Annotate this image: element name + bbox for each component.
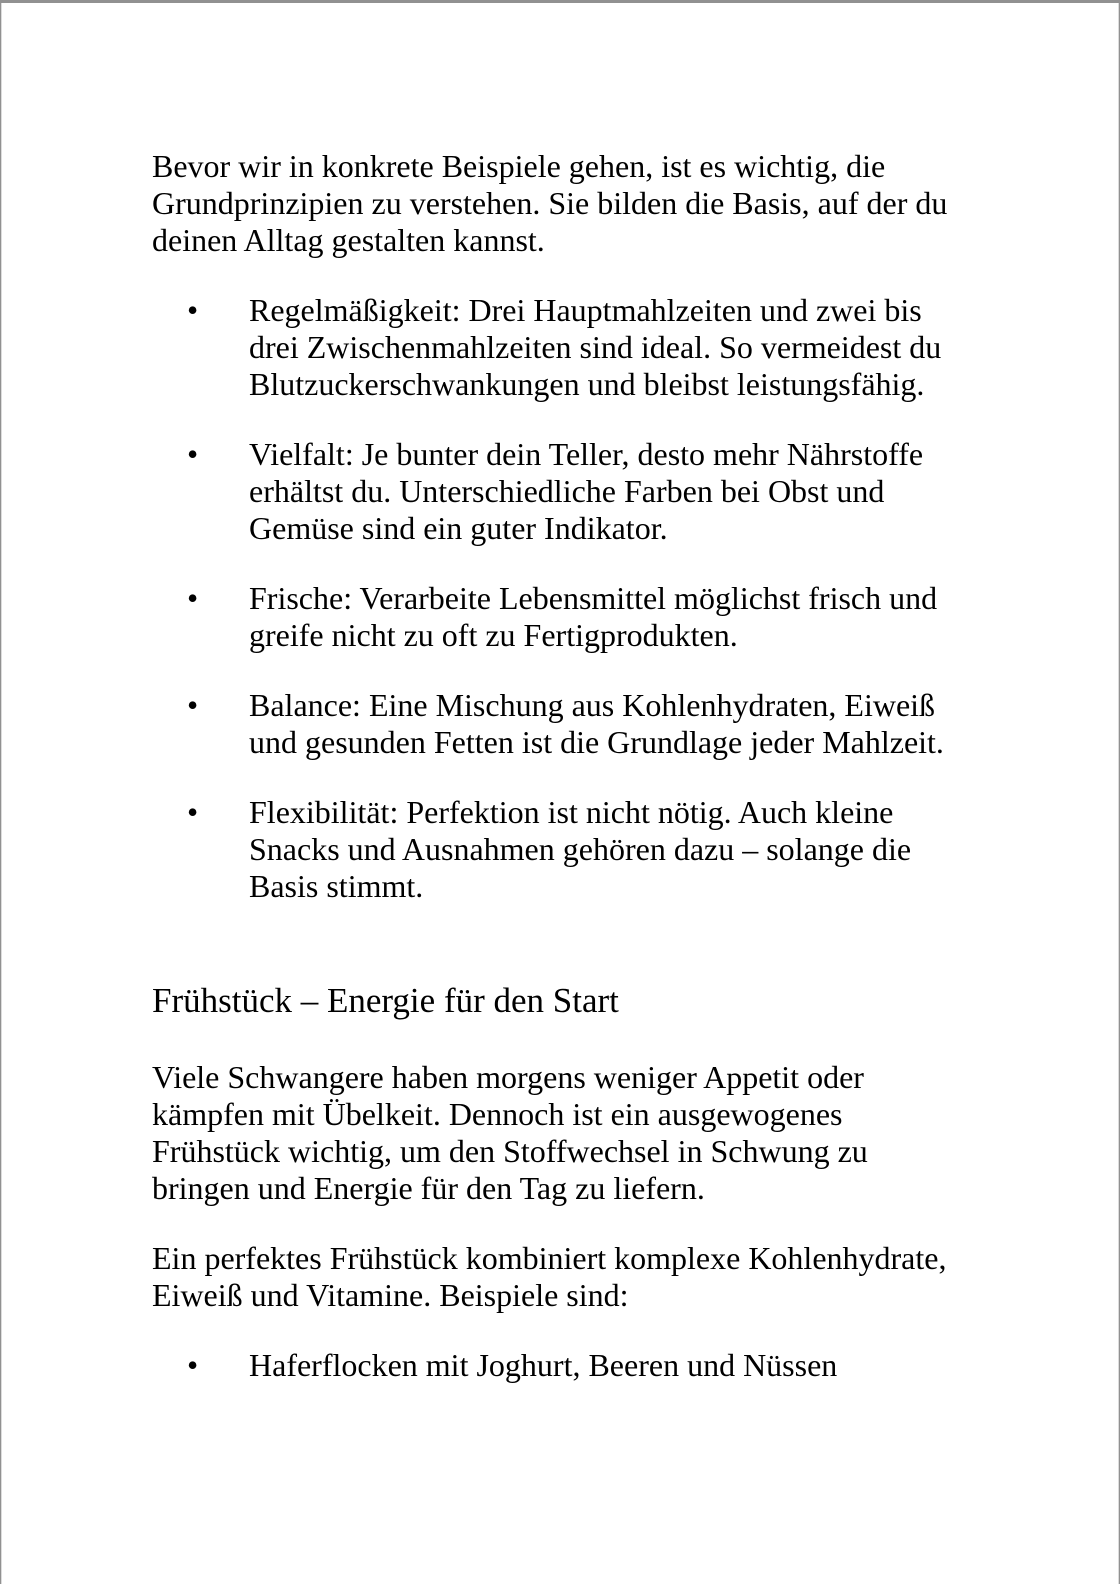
list-item bbox=[152, 580, 952, 654]
breakfast-examples-list bbox=[152, 1347, 952, 1384]
list-item-text: Vielfalt: Je bunter dein Teller, desto mehr Nährstoffe erhältst du. Unterschiedliche Farben bei Obst und Gemüse sind ein guter Indikator. bbox=[249, 436, 924, 546]
list-item-text: Flexibilität: Perfektion ist nicht nötig. Auch kleine Snacks und Ausnahmen gehören dazu – solange die Basis stimmt. bbox=[249, 794, 912, 904]
list-item-text: Regelmäßigkeit: Drei Hauptmahlzeiten und zwei bis drei Zwischenmahlzeiten sind ideal. So vermeidest du Blutzuckerschwankungen und bleibst leistungsfähig. bbox=[249, 292, 942, 402]
bullet-icon: • bbox=[187, 1347, 199, 1383]
document-page bbox=[1, 3, 1119, 1584]
list-item bbox=[152, 794, 952, 905]
list-item bbox=[152, 1347, 952, 1384]
bullet-icon: • bbox=[187, 580, 199, 616]
breakfast-paragraph-2: Ein perfektes Frühstück kombiniert komplexe Kohlenhydrate, Eiweiß und Vitamine. Beispiele sind: bbox=[152, 1240, 947, 1313]
list-item-text: Frische: Verarbeite Lebensmittel möglichst frisch und greife nicht zu oft zu Fertigprodukten. bbox=[249, 580, 938, 653]
breakfast-paragraph-1: Viele Schwangere haben morgens weniger Appetit oder kämpfen mit Übelkeit. Dennoch ist ein ausgewogenes Frühstück wichtig, um den Stoffwechsel in Schwung zu bringen und Energie für den Tag zu liefern. bbox=[152, 1059, 868, 1206]
bullet-icon: • bbox=[187, 436, 199, 472]
list-item bbox=[152, 687, 952, 761]
bullet-icon: • bbox=[187, 687, 199, 723]
intro-paragraph: Bevor wir in konkrete Beispiele gehen, ist es wichtig, die Grundprinzipien zu verstehen. Sie bilden die Basis, auf der du deinen Alltag gestalten kannst. bbox=[152, 148, 948, 258]
list-item-text: Balance: Eine Mischung aus Kohlenhydraten, Eiweiß und gesunden Fetten ist die Grundlage jeder Mahlzeit. bbox=[249, 687, 944, 760]
section-heading-breakfast: Frühstück – Energie für den Start bbox=[152, 981, 619, 1020]
list-item-text: Haferflocken mit Joghurt, Beeren und Nüssen bbox=[249, 1347, 838, 1383]
page-content bbox=[2, 3, 952, 1384]
principles-list bbox=[152, 292, 952, 905]
bullet-icon: • bbox=[187, 794, 199, 830]
bullet-icon: • bbox=[187, 292, 199, 328]
list-item bbox=[152, 292, 952, 403]
list-item bbox=[152, 436, 952, 547]
